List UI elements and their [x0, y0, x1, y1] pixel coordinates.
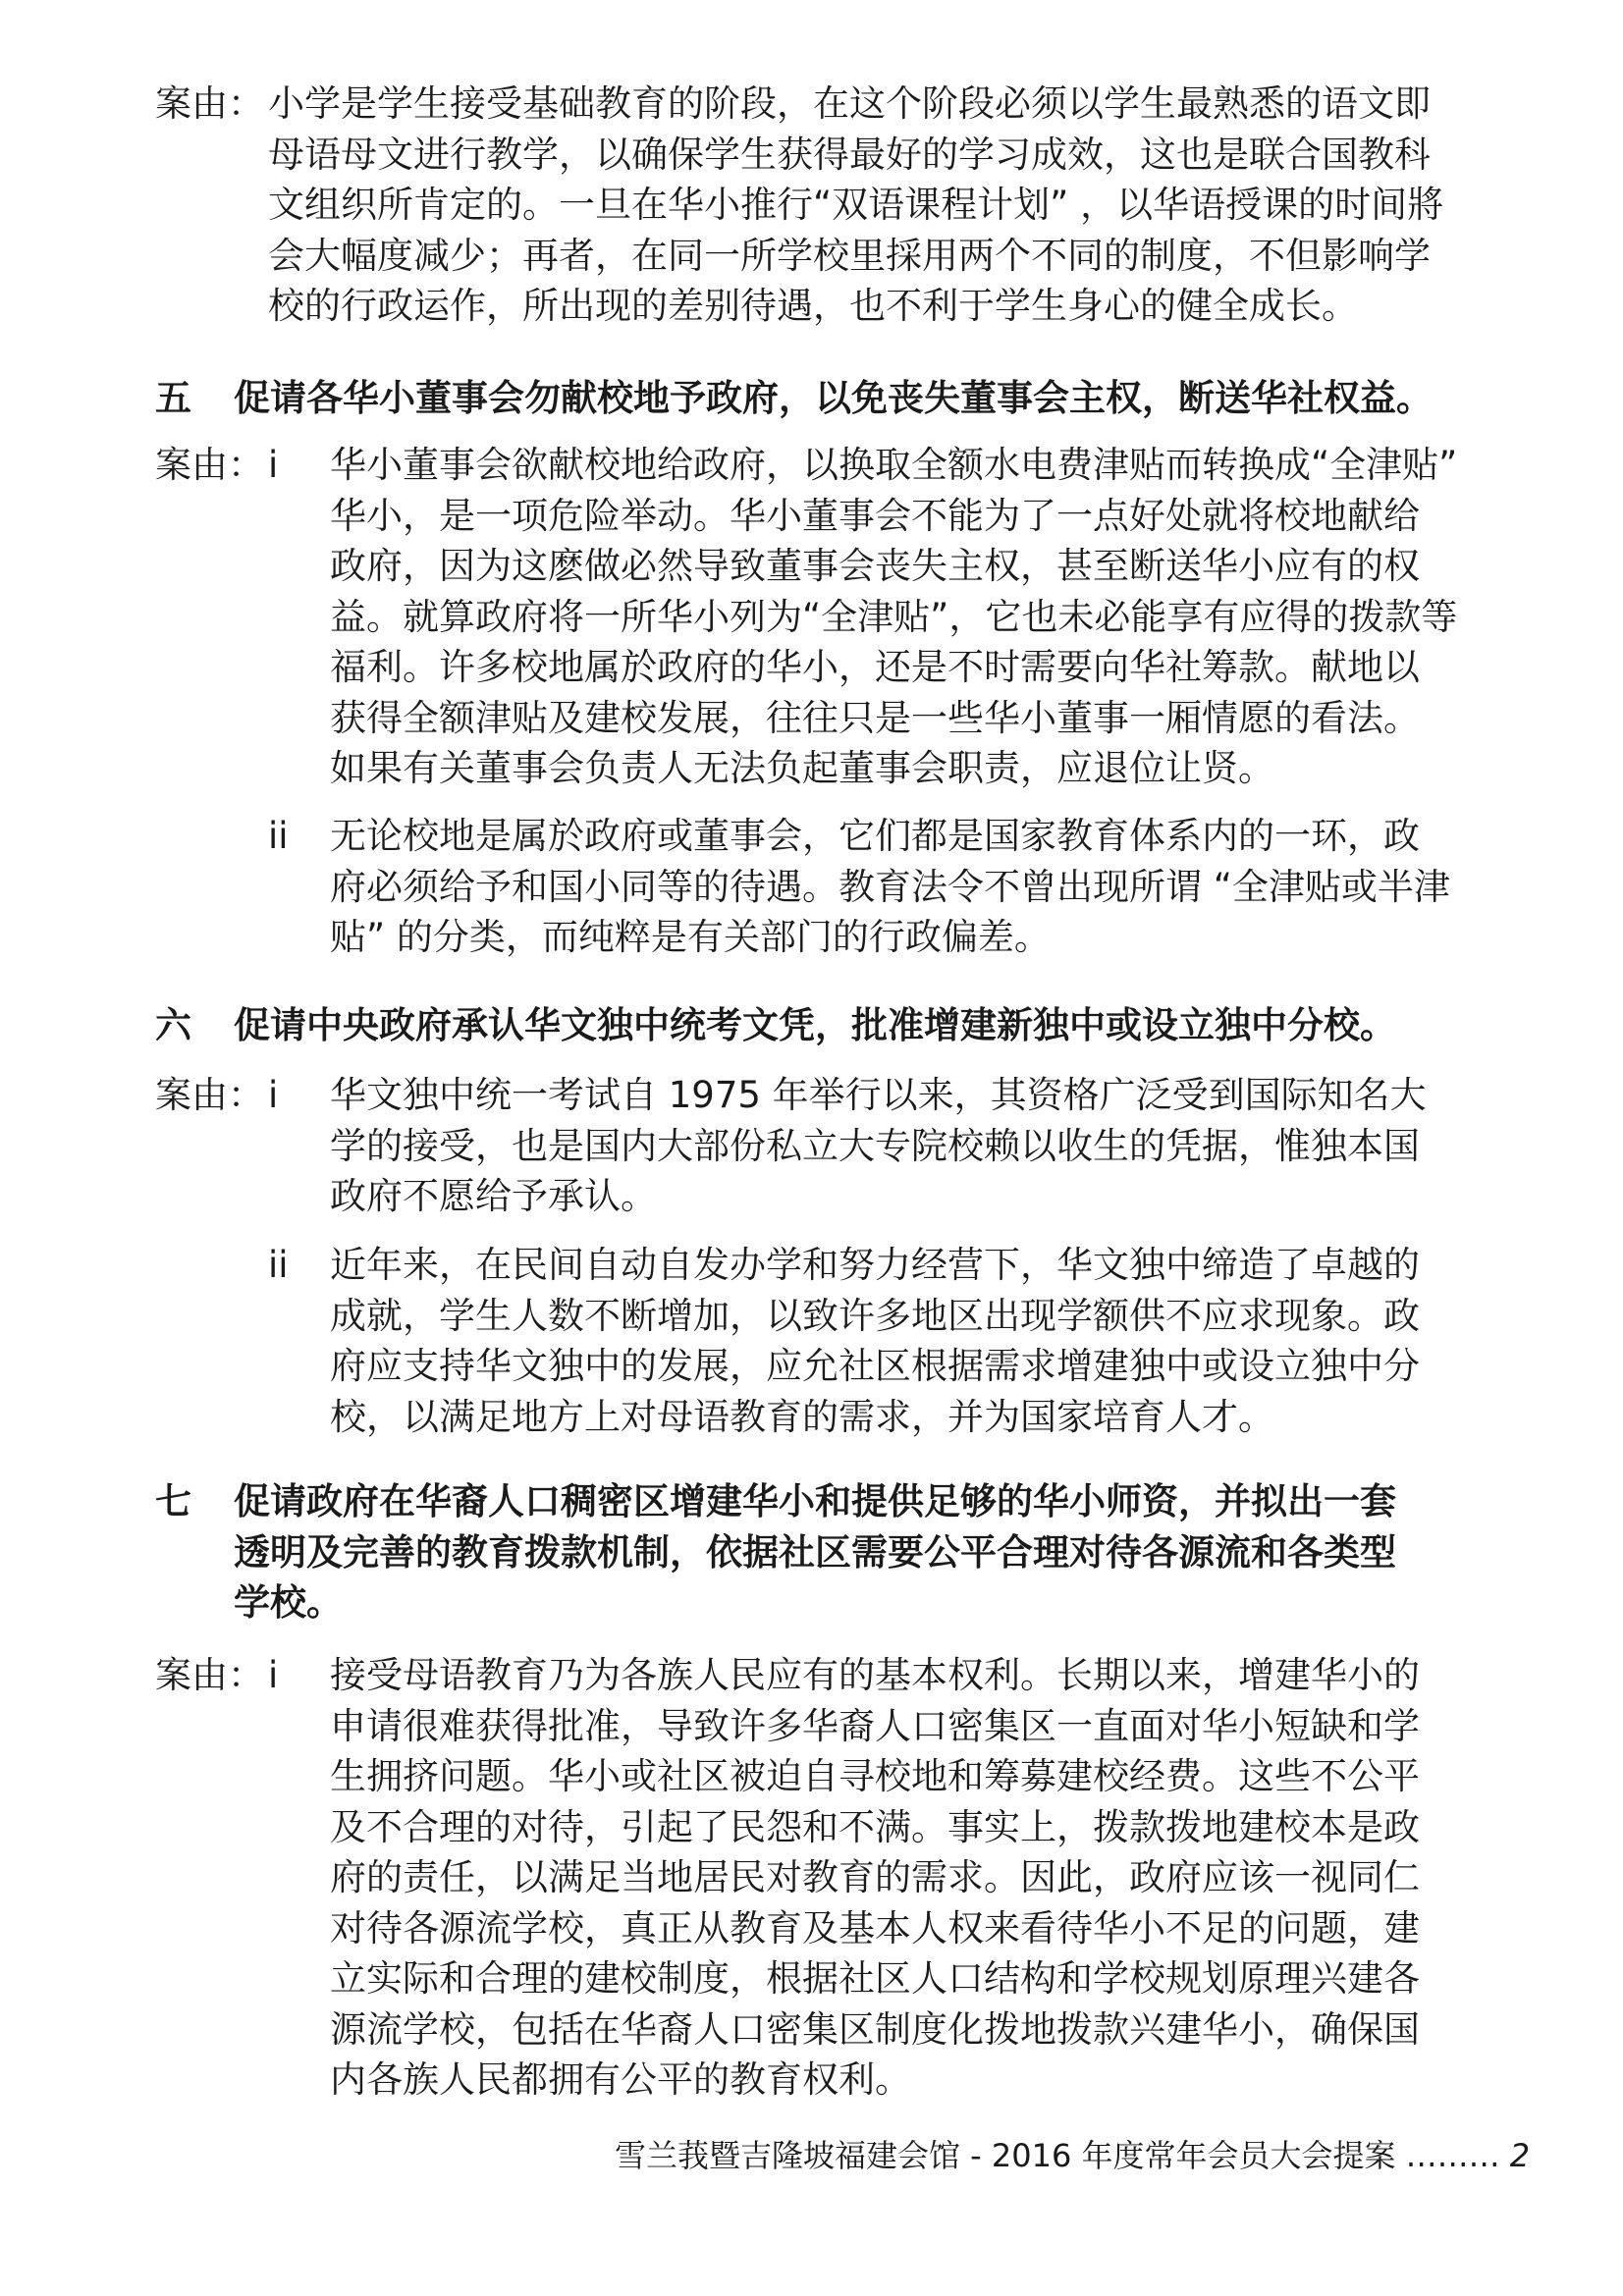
reason-item — [330, 1070, 1427, 1222]
section-title — [234, 373, 1433, 424]
reason-label: 案由： — [155, 1074, 264, 1116]
text-line: 福利。许多校地属於政府的华小，还是不时需要向华社筹款。献地以 — [330, 646, 1420, 688]
title-line: 透明及完善的教育拨款机制，依据社区需要公平合理对待各源流和各类型 — [234, 1530, 1396, 1574]
text-line: 立实际和合理的建校制度，根据社区人口结构和学校规划原理兴建各 — [330, 1957, 1420, 2000]
reason-item — [330, 811, 1450, 963]
text-line: 华文独中统一考试自 1975 年举行以来，其资格广泛受到国际知名大 — [330, 1074, 1427, 1116]
reason-label: 案由： — [155, 444, 264, 486]
footer-text: 雪兰莪暨吉隆坡福建会馆 - 2016 年度常年会员大会提案 ……… — [615, 2137, 1500, 2174]
text-line: 府必须给予和国小同等的待遇。教育法令不曾出现所谓 “全津贴或半津 — [330, 865, 1450, 908]
text-line: 内各族人民都拥有公平的教育权利。 — [330, 2058, 911, 2101]
item-numeral: i — [268, 444, 279, 486]
title-line: 学校。 — [234, 1581, 343, 1624]
title-line: 促请各华小董事会勿献校地予政府，以免丧失董事会主权，断送华社权益。 — [234, 377, 1433, 419]
section-number: 七 — [155, 1480, 191, 1522]
text-line: 政府，因为这麽做必然导致董事会丧失主权，甚至断送华小应有的权 — [330, 545, 1420, 587]
section-title — [234, 1476, 1396, 1629]
text-line: 接受母语教育乃为各族人民应有的基本权利。长期以来，增建华小的 — [330, 1654, 1420, 1696]
title-line: 促请政府在华裔人口稠密区增建华小和提供足够的华小师资，并拟出一套 — [234, 1480, 1396, 1522]
text-line: 贴” 的分类，而纯粹是有关部门的行政偏差。 — [330, 916, 1051, 958]
text-line: 益。就算政府将一所华小列为“全津贴”，它也未必能享有应得的拨款等 — [330, 595, 1458, 638]
text-line: 对待各源流学校，真正从教育及基本人权来看待华小不足的问题，建 — [330, 1906, 1420, 1949]
reason-text — [268, 79, 1443, 332]
text-line: 申请很难获得批准，导致许多华裔人口密集区一直面对华小短缺和学 — [330, 1704, 1420, 1747]
reason-label: 案由： — [155, 82, 264, 125]
section-number: 五 — [155, 377, 191, 419]
text-line: 源流学校，包括在华裔人口密集区制度化拨地拨款兴建华小，确保国 — [330, 2007, 1420, 2051]
text-line: 校，以满足地方上对母语教育的需求，并为国家培育人才。 — [330, 1395, 1274, 1438]
page-number: 2 — [1509, 2137, 1531, 2174]
item-numeral: i — [268, 1654, 279, 1696]
text-line: 校的行政运作，所出现的差别待遇，也不利于学生身心的健全成长。 — [268, 285, 1358, 327]
text-line: 会大幅度减少；再者，在同一所学校里採用两个不同的制度，不但影响学 — [268, 234, 1431, 277]
reason-item — [330, 1650, 1420, 2106]
text-line: 无论校地是属於政府或董事会，它们都是国家教育体系内的一环，政 — [330, 815, 1420, 857]
item-numeral: ii — [268, 815, 289, 857]
text-line: 府应支持华文独中的发展，应允社区根据需求增建独中或设立独中分 — [330, 1345, 1420, 1387]
reason-label: 案由： — [155, 1654, 264, 1696]
item-numeral: ii — [268, 1244, 289, 1286]
text-line: 成就，学生人数不断增加，以致许多地区出现学额供不应求现象。政 — [330, 1294, 1420, 1337]
text-line: 及不合理的对待，引起了民怨和不满。事实上，拨款拨地建校本是政 — [330, 1805, 1420, 1848]
text-line: 生拥挤问题。华小或社区被迫自寻校地和筹募建校经费。这些不公平 — [330, 1755, 1420, 1797]
reason-item — [330, 1240, 1420, 1442]
title-line: 促请中央政府承认华文独中统考文凭，批准增建新独中或设立独中分校。 — [234, 1004, 1396, 1046]
text-line: 学的接受，也是国内大部份私立大专院校赖以收生的凭据，惟独本国 — [330, 1124, 1420, 1167]
page-footer — [615, 2136, 1530, 2175]
text-line: 获得全额津贴及建校发展，往往只是一些华小董事一厢情愿的看法。 — [330, 696, 1420, 739]
section-number: 六 — [155, 1004, 191, 1046]
text-line: 母语母文进行教学，以确保学生获得最好的学习成效，这也是联合国教科 — [268, 133, 1431, 176]
text-line: 华小董事会欲献校地给政府，以换取全额水电费津贴而转换成“全津贴” — [330, 444, 1458, 486]
text-line: 小学是学生接受基础教育的阶段，在这个阶段必须以学生最熟悉的语文即 — [268, 82, 1431, 125]
text-line: 府的责任，以满足当地居民对教育的需求。因此，政府应该一视同仁 — [330, 1856, 1420, 1898]
section-title — [234, 1000, 1396, 1051]
reason-item — [330, 440, 1457, 794]
item-numeral: i — [268, 1074, 279, 1116]
text-line: 华小，是一项危险举动。华小董事会不能为了一点好处就将校地献给 — [330, 494, 1420, 537]
text-line: 政府不愿给予承认。 — [330, 1175, 657, 1217]
text-line: 近年来，在民间自动自发办学和努力经营下，华文独中缔造了卓越的 — [330, 1244, 1420, 1286]
text-line: 如果有关董事会负责人无法负起董事会职责，应退位让贤。 — [330, 747, 1274, 789]
text-line: 文组织所肯定的。一旦在华小推行“双语课程计划” ，以华语授课的时间將 — [268, 184, 1444, 226]
